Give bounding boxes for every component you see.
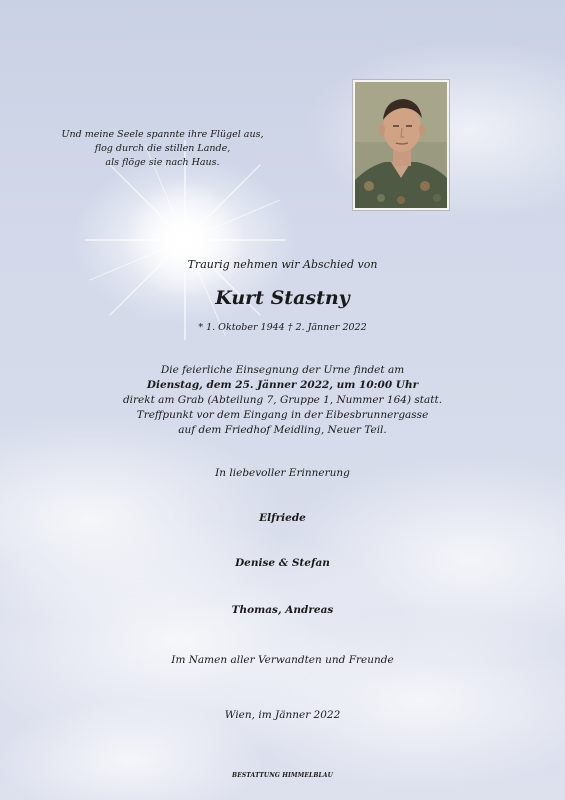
portrait-image xyxy=(355,82,447,208)
verse-line: als flöge sie nach Haus. xyxy=(105,157,220,168)
verse-line: flog durch die stillen Lande, xyxy=(94,143,231,154)
ceremony-date: Dienstag, dem 25. Jänner 2022, um 10:00 Uhr xyxy=(146,379,419,391)
verse-block xyxy=(55,128,270,170)
ceremony-info xyxy=(0,363,565,438)
farewell-intro: Traurig nehmen wir Abschied von xyxy=(187,258,378,271)
verse-line: Und meine Seele spannte ihre Flügel aus, xyxy=(61,129,264,140)
sunburst-glow xyxy=(85,140,285,340)
portrait-photo xyxy=(353,80,449,210)
ceremony-line: Treffpunkt vor dem Eingang in der Eibesbrunnergasse xyxy=(136,409,429,421)
ceremony-line: direkt am Grab (Abteilung 7, Gruppe 1, Nummer 164) statt. xyxy=(122,394,443,406)
deceased-name: Kurt Stastny xyxy=(215,287,350,309)
funeral-home-footer: BESTATTUNG HIMMELBLAU xyxy=(232,772,333,779)
family-note: Im Namen aller Verwandten und Freunde xyxy=(171,654,394,666)
mourner-name: Elfriede xyxy=(259,512,306,524)
life-dates: * 1. Oktober 1944 † 2. Jänner 2022 xyxy=(198,322,367,333)
memory-intro: In liebevoller Erinnerung xyxy=(215,467,350,479)
ceremony-line: auf dem Friedhof Meidling, Neuer Teil. xyxy=(178,424,387,436)
place-date: Wien, im Jänner 2022 xyxy=(224,709,341,721)
mourner-name: Thomas, Andreas xyxy=(231,604,334,616)
mourner-name: Denise & Stefan xyxy=(235,557,330,569)
ceremony-line: Die feierliche Einsegnung der Urne findet am xyxy=(160,364,405,376)
